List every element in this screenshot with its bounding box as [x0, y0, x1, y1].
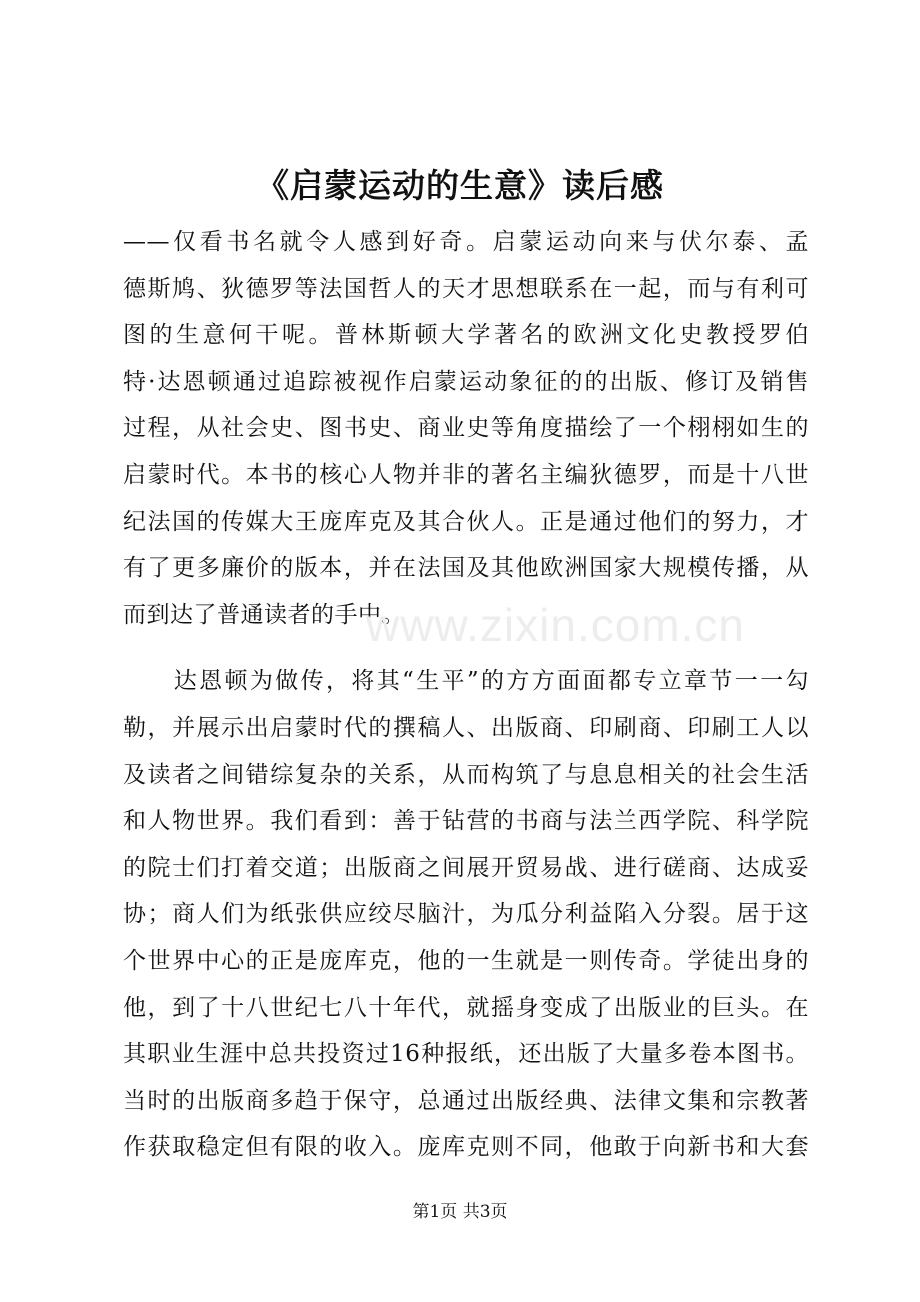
text-line: 勒，并展示出启蒙时代的撰稿人、出版商、印刷商、印刷工人以: [123, 714, 809, 741]
text-line: 图的生意何干呢。普林斯顿大学著名的欧洲文化史教授罗伯: [123, 322, 809, 349]
text-line: 其职业生涯中总共投资过16种报纸，还出版了大量多卷本图书。: [123, 1041, 809, 1068]
text-line: 及读者之间错综复杂的关系，从而构筑了与息息相关的社会生活: [123, 761, 809, 788]
text-line: 协；商人们为纸张供应绞尽脑汁，为瓜分利益陷入分裂。居于这: [123, 901, 809, 928]
text-line: 的院士们打着交道；出版商之间展开贸易战、进行磋商、达成妥: [123, 854, 809, 881]
text-line: ——仅看书名就令人感到好奇。启蒙运动向来与伏尔泰、孟: [123, 229, 809, 255]
text-line: 启蒙时代。本书的核心人物并非的著名主编狄德罗，而是十八世: [123, 461, 809, 488]
text-line: 作获取稳定但有限的收入。庞库克则不同，他敢于向新书和大套: [123, 1134, 809, 1161]
watermark: www.zixin.com.cn: [366, 599, 745, 651]
document-title: 《启蒙运动的生意》读后感: [256, 166, 664, 205]
text-line: 纪法国的传媒大王庞库克及其合伙人。正是通过他们的努力，才: [123, 508, 809, 535]
page-footer: 第1页 共3页: [412, 1202, 508, 1222]
text-line: 有了更多廉价的版本，并在法国及其他欧洲国家大规模传播，从: [123, 555, 809, 582]
text-line: 当时的出版商多趋于保守，总通过出版经典、法律文集和宗教著: [123, 1087, 809, 1114]
text-line: 过程，从社会史、图书史、商业史等角度描绘了一个栩栩如生的: [123, 415, 809, 442]
paragraph-gap: [123, 638, 809, 658]
paragraph-1: [123, 219, 809, 638]
text-line: 达恩顿为做传，将其“生平”的方方面面都专立章节一一勾: [123, 668, 809, 695]
text-line: 和人物世界。我们看到：善于钻营的书商与法兰西学院、科学院: [123, 808, 809, 835]
paragraph-2: [123, 658, 809, 1171]
text-line: 个世界中心的正是庞库克，他的一生就是一则传奇。学徒出身的: [123, 947, 809, 974]
text-line: 而到达了普通读者的手中。: [123, 601, 405, 628]
document-body: [123, 219, 809, 1171]
text-line: 德斯鸠、狄德罗等法国哲人的天才思想联系在一起，而与有利可: [123, 275, 809, 302]
text-line: 特·达恩顿通过追踪被视作启蒙运动象征的的出版、修订及销售: [123, 368, 809, 395]
text-line: 他，到了十八世纪七八十年代，就摇身变成了出版业的巨头。在: [123, 994, 809, 1021]
